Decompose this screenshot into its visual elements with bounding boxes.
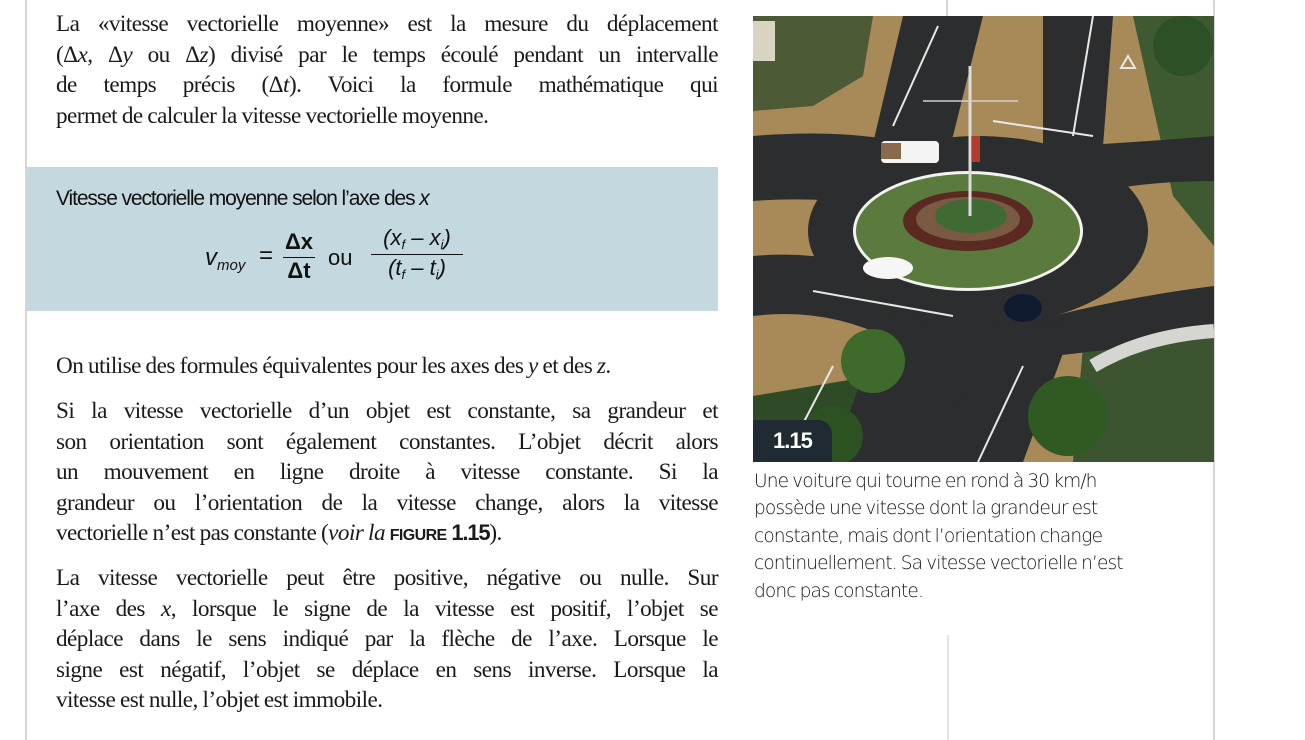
formula-fraction-difference: $\frac{(x_f - x_i)}{(t_f - t_i)}$ <box>371 225 463 282</box>
figure-caption <box>754 468 1194 605</box>
formula-title: Vitesse vectorielle moyenne selon l’axe des x <box>56 187 429 210</box>
text-line: vitesse est nulle, l’objet est immobile. <box>56 687 383 714</box>
formula-v-moy: $v_{moy}$ <box>205 244 246 274</box>
text-line: La vitesse vectorielle peut être positive, négative ou nulle. Sur <box>56 565 718 591</box>
roundabout-illustration <box>753 16 1214 462</box>
text-line: (Δx, Δy ou Δz) divisé par le temps écoulé pendant un intervalle <box>56 41 719 68</box>
text-line: l’axe des x, lorsque le signe de la vitesse est positif, l’objet se <box>56 595 718 622</box>
figure-reference-label[interactable]: FIGURE <box>389 527 447 545</box>
text-line: permet de calculer la vitesse vectorielle moyenne. <box>56 102 489 129</box>
caption-line: donc pas constante. <box>754 580 923 602</box>
page-left-border <box>25 0 27 740</box>
formula-equals: = <box>259 242 274 269</box>
text-line: vectorielle n’est pas constante (voir la FIGURE 1.15). <box>56 520 502 547</box>
text-line: On utilise des formules équivalentes pour les axes des y et des z. <box>56 353 611 379</box>
caption-line: possède une vitesse dont la grandeur est <box>754 498 1098 520</box>
roundabout-photo <box>753 16 1214 462</box>
caption-line: continuellement. Sa vitesse vectorielle n’est <box>754 553 1123 575</box>
velocity-sign-paragraph <box>56 563 718 716</box>
column-divider-bottom <box>947 635 949 740</box>
formula-fraction-delta: $\frac{\Delta x}{\Delta t}$ <box>284 229 314 283</box>
intro-paragraph <box>56 9 718 131</box>
constant-velocity-paragraph <box>56 396 718 552</box>
caption-line: constante, mais dont l’orientation change <box>754 525 1103 547</box>
equivalent-formulas-paragraph <box>56 351 718 382</box>
text-line: son orientation sont également constantes. L’objet décrit alors <box>56 428 718 455</box>
text-line: La «vitesse vectorielle moyenne» est la mesure du déplacement <box>56 11 718 37</box>
text-line: un mouvement en ligne droite à vitesse constante. Si la <box>56 459 718 486</box>
text-line: signe est négatif, l’objet se déplace en sens inverse. Lorsque la <box>56 656 718 683</box>
text-line: déplace dans le sens indiqué par la flèche de l’axe. Lorsque le <box>56 626 718 653</box>
text-line: grandeur ou l’orientation de la vitesse change, alors la vitesse <box>56 489 718 516</box>
figure-number-badge: 1.15 <box>753 420 832 462</box>
caption-line: Une voiture qui tourne en rond à 30 km/h <box>754 471 1097 492</box>
column-divider-top <box>946 0 948 16</box>
formula-ou: ou <box>328 245 353 270</box>
text-line: Si la vitesse vectorielle d’un objet est constante, sa grandeur et <box>56 398 718 424</box>
text-line: de temps précis (Δt). Voici la formule mathématique qui <box>56 72 719 99</box>
figure-reference-number[interactable]: 1.15 <box>451 520 490 546</box>
formula-box <box>27 167 718 311</box>
